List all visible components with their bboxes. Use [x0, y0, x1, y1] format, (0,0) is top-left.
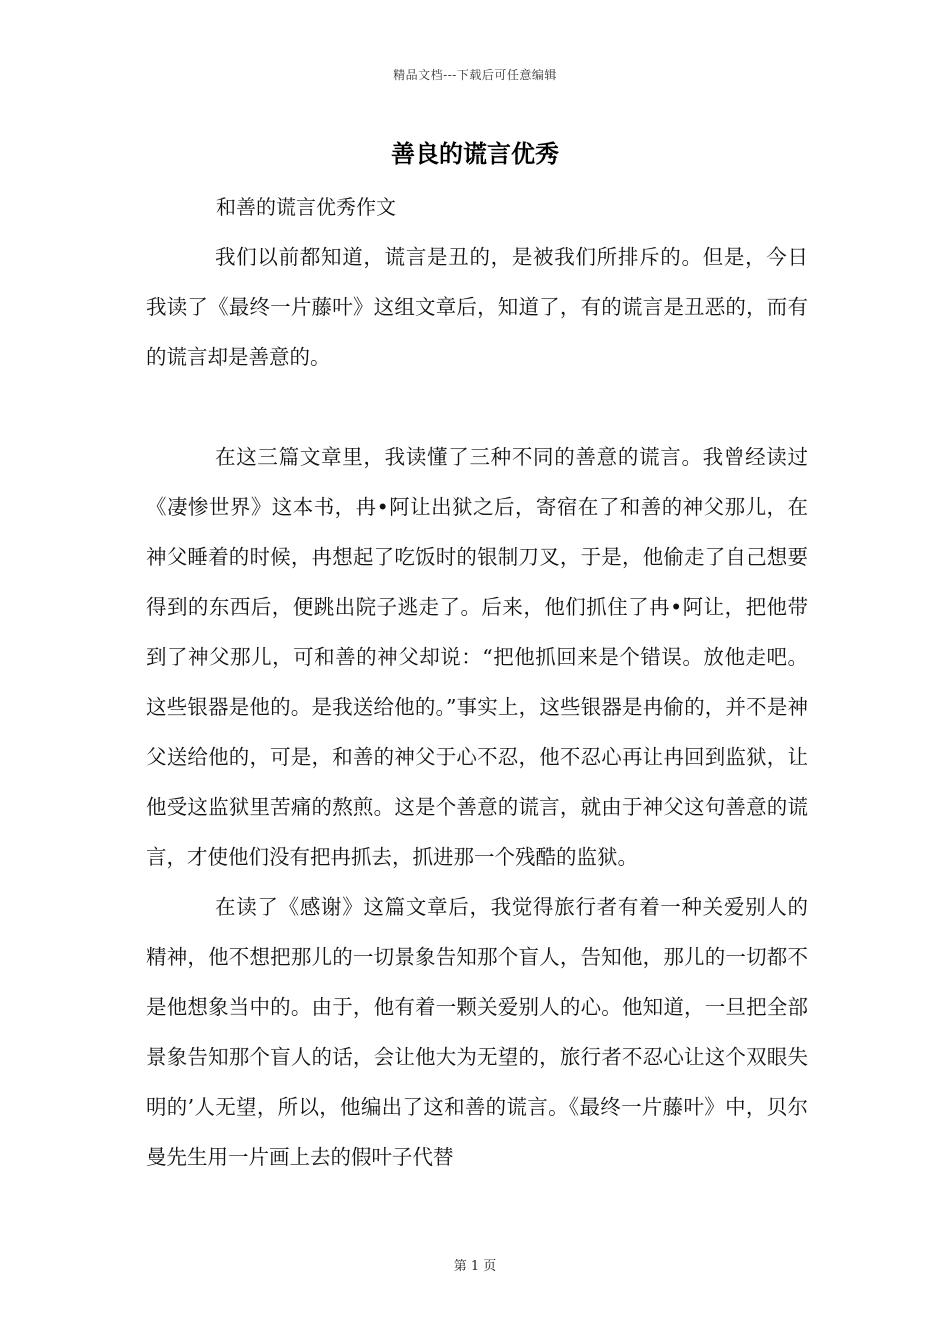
- document-title: 善良的谎言优秀: [391, 139, 559, 168]
- page-number: 第 1 页: [453, 1259, 497, 1274]
- paragraph-spacer: [146, 382, 808, 432]
- paragraph-3: 在读了《感谢》这篇文章后，我觉得旅行者有着一种关爱别人的精神，他不想把那儿的一切景象告知那个盲人，告知他，那儿的一切都不是他想象当中的。由于，他有着一颗关爱别人的心。他知道，一旦把全部景象告知那个盲人的话，会让他大为无望的，旅行者不忍心让这个双眼失明的’人无望，所以，他编出了这和善的谎言。《最终一片藤叶》中，贝尔曼先生用一片画上去的假叶子代替: [146, 895, 808, 1169]
- paragraph-1: 我们以前都知道，谎言是丑的，是被我们所排斥的。但是，今日我读了《最终一片藤叶》这组文章后，知道了，有的谎言是丑恶的，而有的谎言却是善意的。: [146, 245, 808, 369]
- document-subtitle: 和善的谎言优秀作文: [216, 195, 396, 219]
- document-body: [146, 182, 808, 1182]
- paragraph-2: 在这三篇文章里，我读懂了三种不同的善意的谎言。我曾经读过《凄惨世界》这本书，冉•阿让出狱之后，寄宿在了和善的神父那儿，在神父睡着的时候，冉想起了吃饭时的银制刀叉，于是，他偷走了自己想要得到的东西后，便跳出院子逃走了。后来，他们抓住了冉•阿让，把他带到了神父那儿，可和善的神父却说：“把他抓回来是个错误。放他走吧。这些银器是他的。是我送给他的。”事实上，这些银器是冉偷的，并不是神父送给他的，可是，和善的神父于心不忍，他不忍心再让冉回到监狱，让他受这监狱里苦痛的熬煎。这是个善意的谎言，就由于神父这句善意的谎言，才使他们没有把冉抓去，抓进那一个残酷的监狱。: [146, 445, 808, 869]
- page-header: 精品文档---下载后可任意编辑: [393, 68, 557, 82]
